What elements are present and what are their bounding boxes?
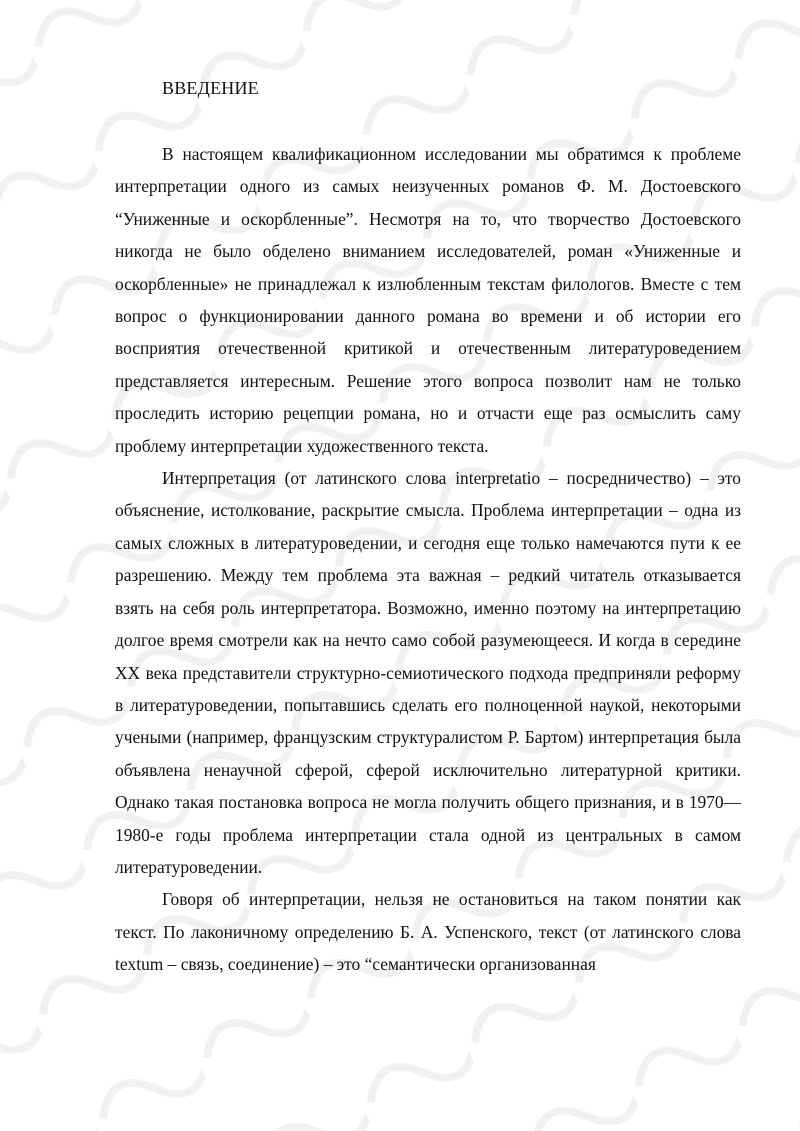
paragraph-3: Говоря об интерпретации, нельзя не остановиться на таком понятии как текст. По лаконичному определению Б. А. Успенского, текст (от латинского слова textum – связь, соединение) – это “семантически организованная [115, 889, 741, 975]
paragraph-2: Интерпретация (от латинского слова interpretatio – посредничество) – это объяснение, истолкование, раскрытие смысла. Проблема интерпретации – одна из самых сложных в литературоведении, и сегодня еще только намечаются пути к ее разрешению. Между тем проблема эта важная – редкий читатель отказывается взять на себя роль интерпретатора. Возможно, именно поэтому на интерпретацию долгое время смотрели как на нечто само собой разумеющееся. И когда в середине XX века представители структурно-семиотического подхода предприняли реформу в литературоведении, попытавшись сделать его полноценной наукой, некоторыми учеными (например, французским структуралистом Р. Бартом) интерпретация была объявлена ненаучной сферой, сферой исключительно литературной критики. Однако такая постановка вопроса не могла получить общего признания, и в 1970—1980-е годы проблема интерпретации стала одной из центральных в самом литературоведении. [115, 468, 741, 877]
document-body [115, 138, 741, 981]
paragraph-1: В настоящем квалификационном исследовании мы обратимся к проблеме интерпретации одного из самых неизученных романов Ф. М. Достоевского “Униженные и оскорбленные”. Несмотря на то, что творчество Достоевского никогда не было обделено вниманием исследователей, роман «Униженные и оскорбленные» не принадлежал к излюбленным текстам филологов. Вместе с тем вопрос о функционировании данного романа во времени и об истории его восприятия отечественной критикой и отечественным литературоведением представляется интересным. Решение этого вопроса позволит нам не только проследить историю рецепции романа, но и отчасти еще раз осмыслить саму проблему интерпретации художественного текста. [115, 144, 741, 456]
section-heading: ВВЕДЕНИЕ [162, 78, 259, 98]
